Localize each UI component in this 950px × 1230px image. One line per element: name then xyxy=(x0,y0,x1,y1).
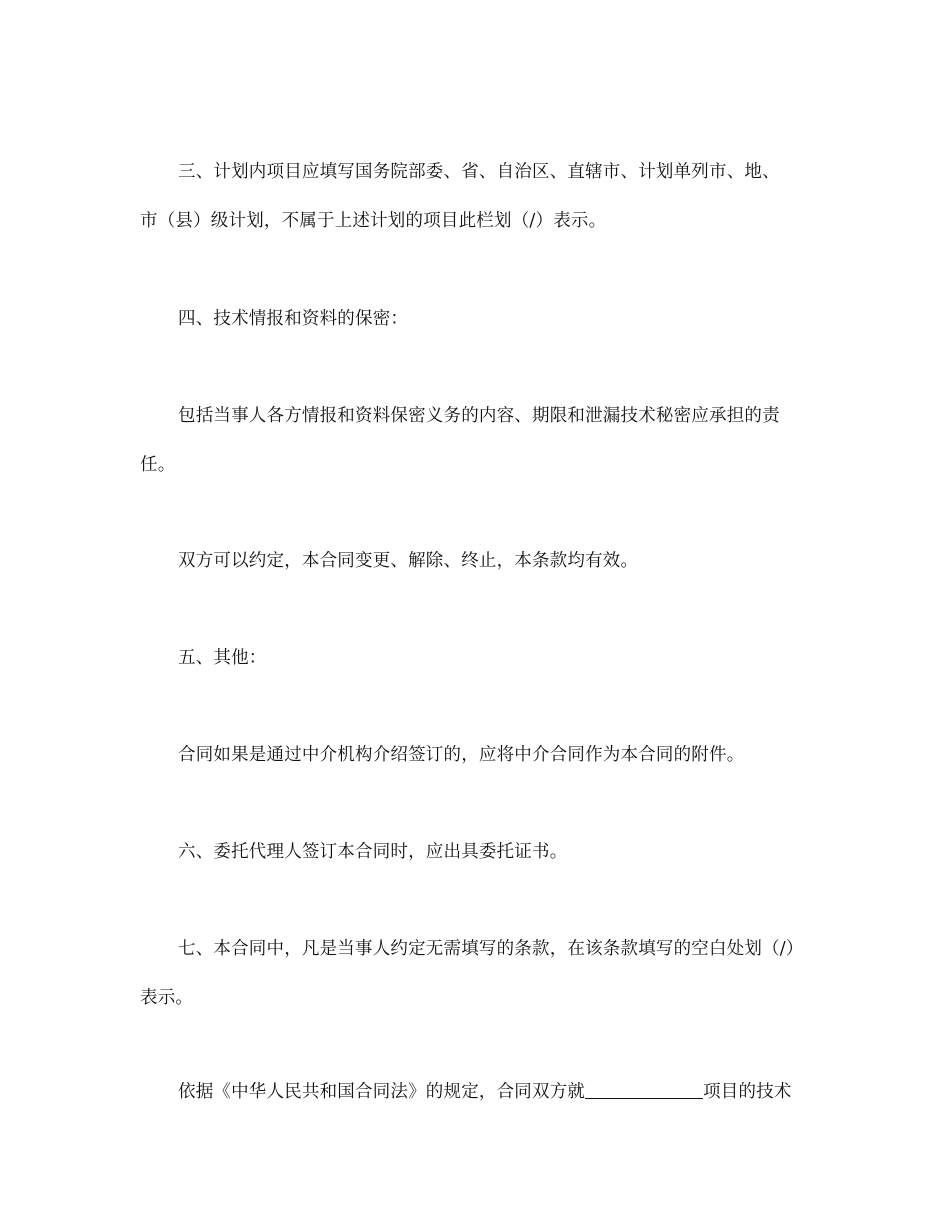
clause-3-line-1: 三、计划内项目应填写国务院部委、省、自治区、直辖市、计划单列市、地、 xyxy=(178,162,780,182)
clause-6: 六、委托代理人签订本合同时，应出具委托证书。 xyxy=(178,842,568,862)
clause-5-heading: 五、其他： xyxy=(178,648,267,668)
project-name-blank xyxy=(585,1082,703,1099)
clause-7-line-1: 七、本合同中，凡是当事人约定无需填写的条款，在该条款填写的空白处划（/） xyxy=(178,939,804,959)
clause-4-body-line-1: 包括当事人各方情报和资料保密义务的内容、期限和泄漏技术秘密应承担的责 xyxy=(178,406,780,426)
clause-4-body-line-2: 任。 xyxy=(140,455,176,475)
clause-3-line-2: 市（县）级计划，不属于上述计划的项目此栏划（/）表示。 xyxy=(140,211,607,231)
clause-5-body: 合同如果是通过中介机构介绍签订的，应将中介合同作为本合同的附件。 xyxy=(178,745,745,765)
clause-4-heading: 四、技术情报和资料的保密： xyxy=(178,309,409,329)
preamble-text-after: 项目的技术 xyxy=(703,1082,792,1102)
clause-7-line-2: 表示。 xyxy=(140,988,194,1008)
clause-4-validity: 双方可以约定，本合同变更、解除、终止，本条款均有效。 xyxy=(178,551,639,571)
contract-preamble-line xyxy=(178,1080,858,1104)
preamble-text-before: 依据《中华人民共和国合同法》的规定，合同双方就 xyxy=(178,1082,586,1102)
